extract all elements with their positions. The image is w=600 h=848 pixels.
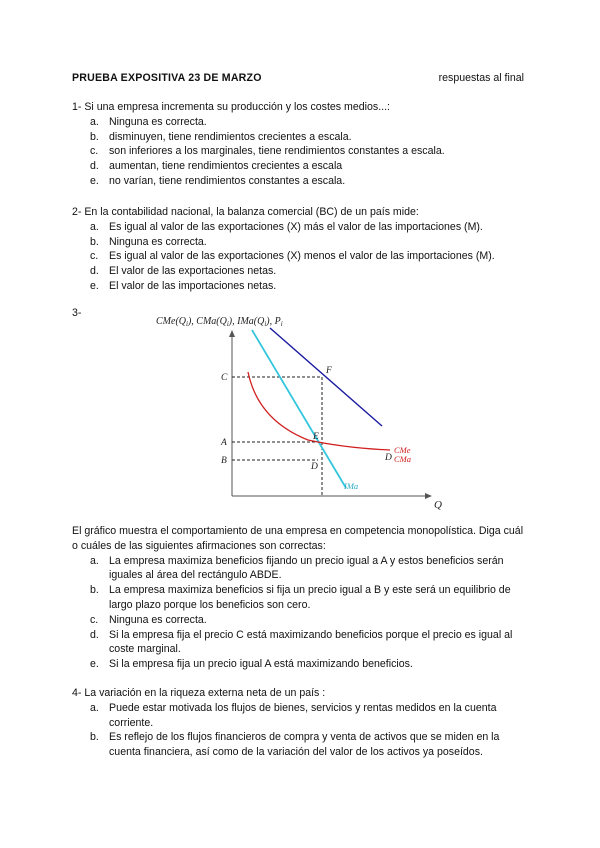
document-header xyxy=(72,72,524,86)
question-1-option-e: e. no varían, tiene rendimientos constantes a escala. xyxy=(90,174,346,187)
graph-x-axis-title: Q xyxy=(434,499,442,511)
question-4-option-a: a. Puede estar motivada los flujos de bienes, servicios y rentas medidos en la cuenta corriente. xyxy=(90,701,497,729)
question-2-option-b: b. Ninguna es correcta. xyxy=(90,235,207,248)
question-3-option-b: b. La empresa maximiza beneficios si fija un precio igual a B y este será un equilibrio de largo plazo porque los beneficios son cero. xyxy=(90,584,511,611)
question-2-option-a: a. Es igual al valor de las exportaciones (X) más el valor de las importaciones (M). xyxy=(90,220,483,233)
price-label-b: B xyxy=(221,456,227,466)
point-label-f: F xyxy=(326,366,332,376)
question-1-option-d: d. aumentan, tiene rendimientos crecientes a escala xyxy=(90,160,343,173)
question-1-stem: 1- Si una empresa incrementa su producción y los costes medios...: xyxy=(72,101,390,113)
question-3-stem: El gráfico muestra el comportamiento de una empresa en competencia monopolística. Diga cuál o cuáles de las siguientes afirmaciones son correctas: xyxy=(72,525,524,552)
question-3 xyxy=(72,524,524,672)
question-4-option-b: b. Es reflejo de los flujos financieros de compra y venta de activos que se miden en la cuenta financiera, así como de la variación del valor de los activos ya poseídos. xyxy=(90,731,500,759)
price-label-a: A xyxy=(221,438,227,448)
question-2-option-d: d. El valor de las exportaciones netas. xyxy=(90,265,277,278)
question-3-options xyxy=(72,554,524,672)
point-label-d-point: D xyxy=(311,462,318,472)
curve-label-cme: CMe xyxy=(394,445,411,455)
question-2-stem: 2- En la contabilidad nacional, la balanza comercial (BC) de un país mide: xyxy=(72,206,419,218)
graph-y-axis-arrow xyxy=(229,330,235,337)
answers-note: respuestas al final xyxy=(438,72,524,84)
curve-label-cma: CMa xyxy=(394,454,411,464)
question-2-option-e: e. El valor de las importaciones netas. xyxy=(90,279,277,292)
question-1 xyxy=(72,100,524,189)
question-4-options xyxy=(72,701,524,760)
price-label-c: C xyxy=(221,373,228,383)
monopolistic-competition-graph xyxy=(150,308,450,520)
graph-y-axis-title: $CMe(Q_i)$, $CMa(Q_i)$, $IMa(Q_i)$, $P_i$ xyxy=(156,316,283,328)
question-3-option-a: a. La empresa maximiza beneficios fijando un precio igual a A y estos beneficios serán iguales al área del rectángulo ABDE. xyxy=(90,554,504,582)
cme-curve xyxy=(248,372,390,450)
question-1-options xyxy=(72,115,524,189)
curve-label-d: D xyxy=(385,453,392,463)
question-3-option-e: e. Si la empresa fija un precio igual A está maximizando beneficios. xyxy=(90,658,413,671)
question-3-number: 3- xyxy=(72,307,82,319)
question-2 xyxy=(72,205,524,294)
question-4 xyxy=(72,686,524,760)
question-1-option-c: c. son inferiores a los marginales, tiene rendimientos constantes a escala. xyxy=(90,145,445,158)
question-1-option-a: a. Ninguna es correcta. xyxy=(90,115,207,128)
graph-x-axis-arrow xyxy=(425,493,432,499)
question-3-option-c: c. Ninguna es correcta. xyxy=(90,613,207,626)
question-2-option-c: c. Es igual al valor de las exportaciones (X) menos el valor de las importaciones (M). xyxy=(90,250,495,263)
question-4-stem: 4- La variación en la riqueza externa neta de un país : xyxy=(72,687,326,699)
question-1-option-b: b. disminuyen, tiene rendimientos crecientes a escala. xyxy=(90,130,352,143)
point-label-e: E xyxy=(313,432,319,442)
curve-label-ima: IMa xyxy=(344,481,359,491)
demand-curve xyxy=(270,328,382,426)
question-3-option-d: d. Si la empresa fija el precio C está maximizando beneficios porque el precio es igual al coste marginal. xyxy=(90,628,513,656)
question-2-options xyxy=(72,220,524,294)
exam-title: PRUEBA EXPOSITIVA 23 DE MARZO xyxy=(72,72,262,84)
